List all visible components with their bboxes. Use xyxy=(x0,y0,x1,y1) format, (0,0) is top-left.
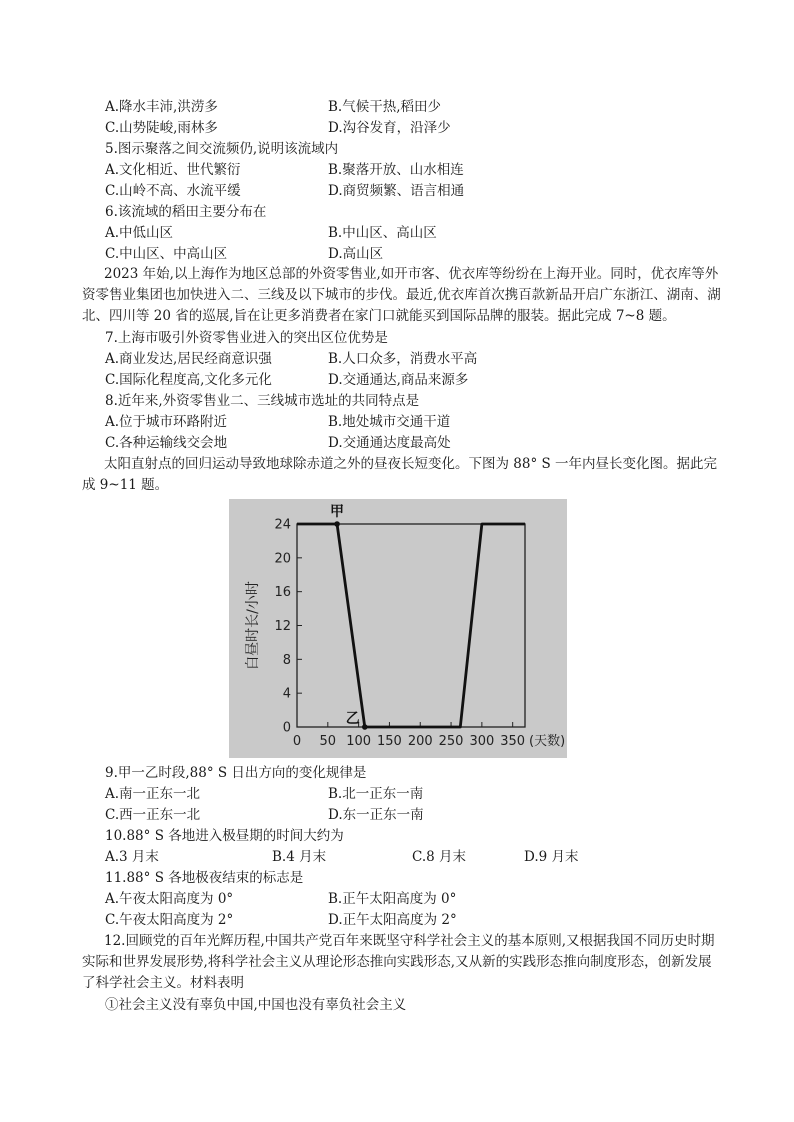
question-9: 9.甲一乙时段,88° S 日出方向的变化规律是 xyxy=(105,765,367,781)
x-tick-label: 0 xyxy=(292,734,302,749)
q11-option-d: D.正午太阳高度为 2° xyxy=(328,912,457,928)
y-tick-label: 20 xyxy=(274,551,291,567)
daylight-chart-svg xyxy=(229,499,567,758)
y-tick-label: 12 xyxy=(274,619,291,634)
x-tick-label: 100 xyxy=(346,734,372,749)
question-5: 5.图示聚落之间交流频仍,说明该流域内 xyxy=(105,141,339,157)
q12-item-1: ①社会主义没有辜负中国,中国也没有辜负社会主义 xyxy=(105,997,407,1013)
q11-option-b: B.正午太阳高度为 0° xyxy=(328,891,457,907)
q7-option-c: C.国际化程度高,文化多元化 xyxy=(105,372,272,388)
q6-option-c: C.中山区、中高山区 xyxy=(105,246,228,262)
q11-option-c: C.午夜太阳高度为 2° xyxy=(105,912,234,928)
question-11: 11.88° S 各地极夜结束的标志是 xyxy=(105,870,304,886)
question-8: 8.近年来,外资零售业二、三线城市选址的共同特点是 xyxy=(105,393,420,409)
daylight-series-line xyxy=(297,524,525,727)
q5-option-a: A.文化相近、世代繁衍 xyxy=(105,162,241,178)
q10-option-c: C.8 月末 xyxy=(412,849,467,865)
annotation-label: 乙 xyxy=(345,711,360,727)
option-b: B.气候干热,稻田少 xyxy=(328,99,442,115)
annotation-point xyxy=(334,521,340,527)
q9-option-b: B.北一正东一南 xyxy=(328,786,424,802)
q5-option-b: B.聚落开放、山水相连 xyxy=(328,162,464,178)
y-tick-label: 0 xyxy=(282,720,291,736)
q5-option-d: D.商贸频繁、语言相通 xyxy=(328,183,465,199)
q8-option-a: A.位于城市环路附近 xyxy=(105,414,228,430)
y-tick-label: 16 xyxy=(274,585,291,601)
x-tick-label: 350 xyxy=(500,734,526,749)
annotation-label: 甲 xyxy=(330,504,345,520)
option-c: C.山势陡峻,雨林多 xyxy=(105,120,218,136)
passage-retail: 2023 年始,以上海作为地区总部的外资零售业,如开市客、优衣库等纷纷在上海开业。同时，优衣库等外资零售业集团也加快进入二、三线及以下城市的步伐。最近,优衣库首次携百款新品开启广东浙江、湖南、湖北、四川等 20 省的巡展,旨在让更多消费者在家门口就能买到国际品牌的服装。据此完成 7~8 题。 xyxy=(82,266,721,324)
q6-option-a: A.中低山区 xyxy=(105,225,174,241)
x-tick-label: 50 xyxy=(319,734,337,749)
annotation-point xyxy=(362,724,368,730)
option-a: A.降水丰沛,洪涝多 xyxy=(105,99,218,115)
q5-option-c: C.山岭不高、水流平缓 xyxy=(105,183,241,199)
x-tick-label: 300 xyxy=(469,734,495,749)
daylight-chart xyxy=(229,499,567,758)
y-tick-label: 8 xyxy=(282,652,291,668)
q10-option-a: A.3 月末 xyxy=(105,849,159,865)
plot-frame xyxy=(297,524,525,727)
q9-option-a: A.南一正东一北 xyxy=(105,786,201,802)
q8-option-b: B.地处城市交通干道 xyxy=(328,414,451,430)
q6-option-d: D.高山区 xyxy=(328,246,384,262)
option-d: D.沟谷发育，沿泽少 xyxy=(328,120,451,136)
x-tick-label: 200 xyxy=(407,734,433,749)
y-tick-label: 4 xyxy=(282,686,291,702)
x-tick-label: 250 xyxy=(438,734,464,749)
question-6: 6.该流域的稻田主要分布在 xyxy=(105,204,267,220)
question-12: 12.回顾党的百年光辉历程,中国共产党百年来既坚守科学社会主义的基本原则,又根据我国不同历史时期实际和世界发展形势,将科学社会主义从理论形态推向实践形态,又从新的实践形态推向制度形态，创新发展了科学社会主义。材料表明 xyxy=(82,933,715,991)
q8-option-d: D.交通通达度最高处 xyxy=(328,435,451,451)
q11-option-a: A.午夜太阳高度为 0° xyxy=(105,891,234,907)
question-10: 10.88° S 各地进入极昼期的时间大约为 xyxy=(105,828,344,844)
q9-option-c: C.西一正东一北 xyxy=(105,807,201,823)
q7-option-b: B.人口众多，消费水平高 xyxy=(328,351,478,367)
q7-option-a: A.商业发达,居民经商意识强 xyxy=(105,351,272,367)
q6-option-b: B.中山区、高山区 xyxy=(328,225,437,241)
q10-option-d: D.9 月末 xyxy=(524,849,579,865)
y-tick-label: 24 xyxy=(274,517,291,533)
x-axis-label: (天数) xyxy=(529,734,566,749)
q10-option-b: B.4 月末 xyxy=(272,849,327,865)
q9-option-d: D.东一正东一南 xyxy=(328,807,424,823)
y-axis-label: 白昼时长/小时 xyxy=(245,581,261,670)
q7-option-d: D.交通通达,商品来源多 xyxy=(328,372,469,388)
passage-daylight: 太阳直射点的回归运动导致地球除赤道之外的昼夜长短变化。下图为 88° S 一年内昼长变化图。据此完成 9~11 题。 xyxy=(82,456,718,493)
question-7: 7.上海市吸引外资零售业进入的突出区位优势是 xyxy=(105,330,388,346)
q8-option-c: C.各种运输线交会地 xyxy=(105,435,228,451)
x-tick-label: 150 xyxy=(377,734,402,749)
